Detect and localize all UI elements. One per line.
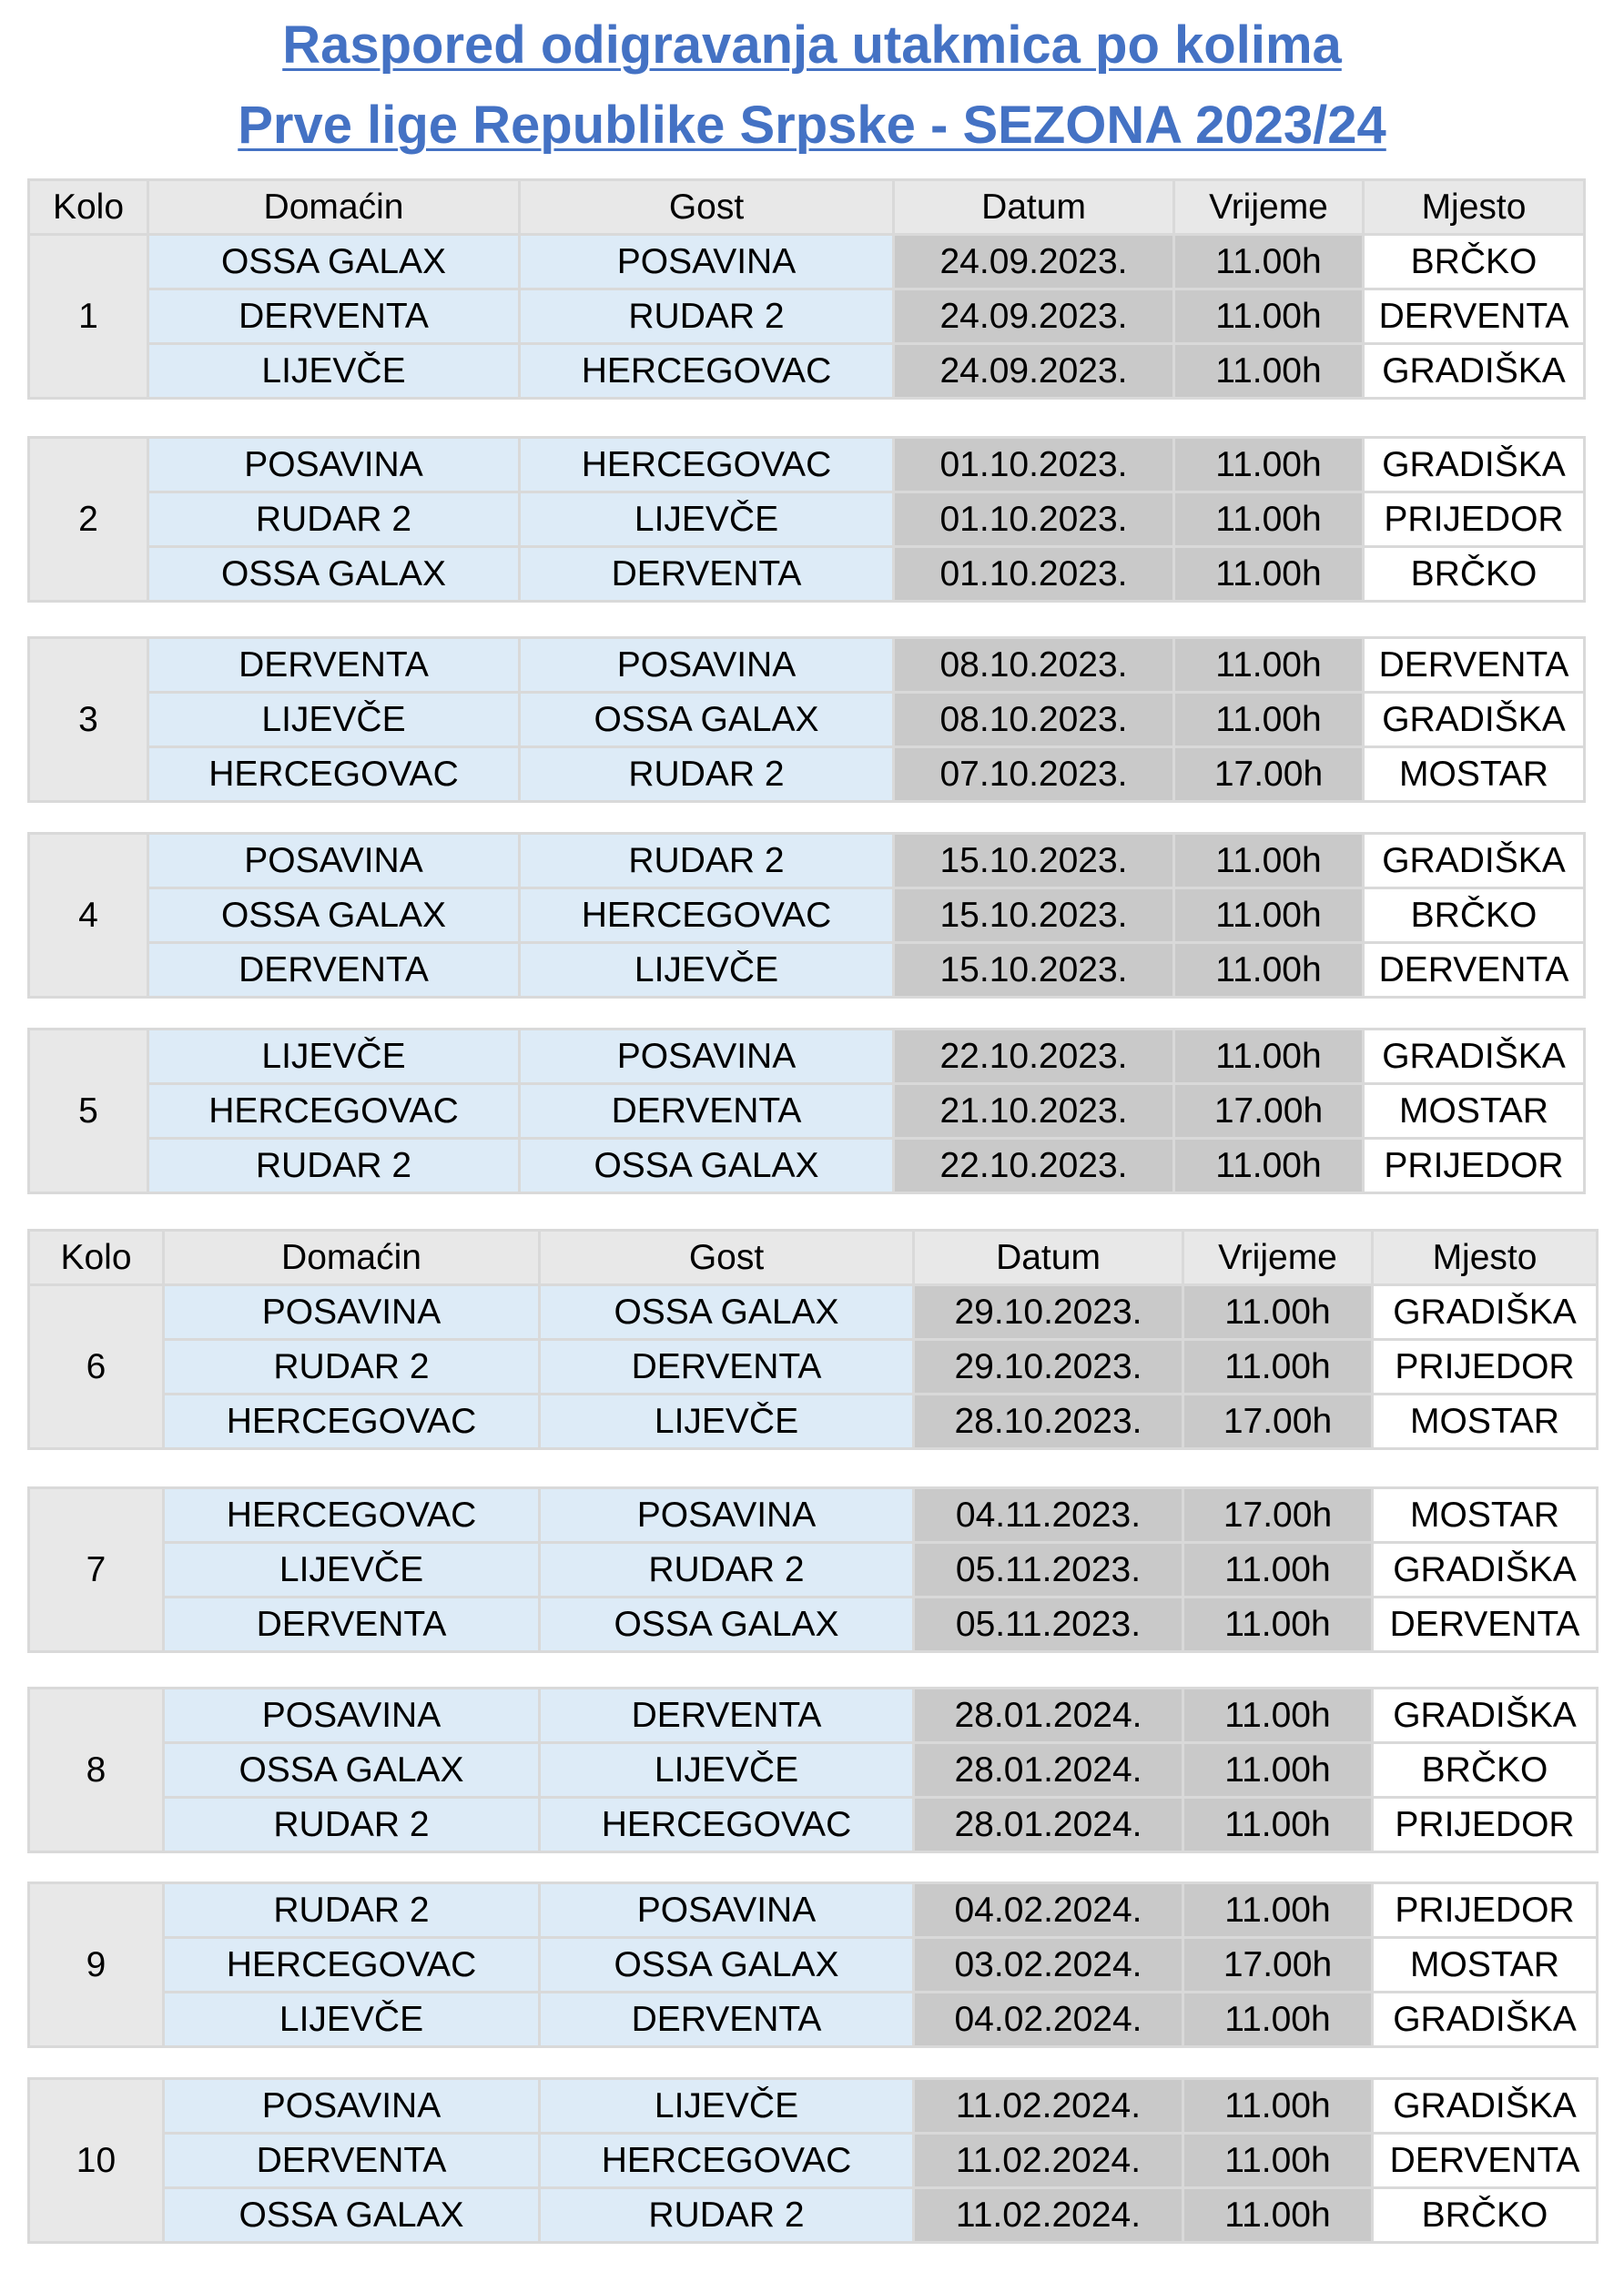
match-row: [30, 1140, 1583, 1192]
home-team: RUDAR 2: [149, 493, 518, 545]
match-venue: BRČKO: [1365, 889, 1583, 941]
match-time: 11.00h: [1175, 345, 1362, 397]
match-date: 11.02.2024.: [915, 2189, 1182, 2241]
match-date: 04.11.2023.: [915, 1489, 1182, 1541]
header-domacin: Domaćin: [165, 1232, 538, 1283]
match-venue: PRIJEDOR: [1374, 1341, 1596, 1393]
home-team: RUDAR 2: [149, 1140, 518, 1192]
match-time: 11.00h: [1175, 944, 1362, 996]
home-team: DERVENTA: [165, 2135, 538, 2186]
match-time: 11.00h: [1184, 2189, 1371, 2241]
match-time: 11.00h: [1184, 2080, 1371, 2132]
round-table-2: [27, 436, 1586, 603]
match-time: 11.00h: [1175, 439, 1362, 491]
match-venue: PRIJEDOR: [1365, 1140, 1583, 1192]
round-table-9: [27, 1882, 1599, 2048]
home-team: LIJEVČE: [165, 1993, 538, 2045]
match-row: [30, 748, 1583, 800]
home-team: HERCEGOVAC: [165, 1939, 538, 1991]
match-time: 17.00h: [1175, 1085, 1362, 1137]
match-venue: MOSTAR: [1365, 748, 1583, 800]
match-row: [30, 1884, 1596, 1936]
home-team: LIJEVČE: [149, 345, 518, 397]
match-venue: DERVENTA: [1365, 290, 1583, 342]
match-date: 04.02.2024.: [915, 1993, 1182, 2045]
match-date: 07.10.2023.: [895, 748, 1172, 800]
match-row: [30, 944, 1583, 996]
match-date: 08.10.2023.: [895, 694, 1172, 746]
match-time: 11.00h: [1184, 1689, 1371, 1741]
match-row: [30, 1489, 1596, 1541]
home-team: DERVENTA: [149, 944, 518, 996]
match-venue: BRČKO: [1374, 1744, 1596, 1796]
round-table-4: [27, 832, 1586, 999]
match-time: 11.00h: [1175, 493, 1362, 545]
home-team: HERCEGOVAC: [149, 748, 518, 800]
away-team: HERCEGOVAC: [541, 1799, 912, 1851]
match-date: 03.02.2024.: [915, 1939, 1182, 1991]
match-time: 11.00h: [1184, 1884, 1371, 1936]
home-team: RUDAR 2: [165, 1884, 538, 1936]
match-row: [30, 2135, 1596, 2186]
header-gost: Gost: [541, 1232, 912, 1283]
round-number: 9: [30, 1884, 162, 2045]
match-venue: GRADIŠKA: [1365, 345, 1583, 397]
home-team: HERCEGOVAC: [165, 1489, 538, 1541]
match-row: [30, 1744, 1596, 1796]
match-date: 05.11.2023.: [915, 1598, 1182, 1650]
match-time: 11.00h: [1175, 1030, 1362, 1082]
home-team: OSSA GALAX: [149, 889, 518, 941]
match-date: 04.02.2024.: [915, 1884, 1182, 1936]
home-team: POSAVINA: [149, 835, 518, 887]
round-table-1: [27, 178, 1586, 400]
match-row: [30, 1085, 1583, 1137]
match-time: 11.00h: [1175, 835, 1362, 887]
home-team: DERVENTA: [149, 639, 518, 691]
match-time: 11.00h: [1184, 1598, 1371, 1650]
match-row: [30, 1993, 1596, 2045]
match-row: [30, 2189, 1596, 2241]
match-date: 24.09.2023.: [895, 236, 1172, 288]
match-time: 17.00h: [1175, 748, 1362, 800]
header-mjesto: Mjesto: [1365, 181, 1583, 233]
away-team: OSSA GALAX: [521, 1140, 892, 1192]
away-team: RUDAR 2: [521, 835, 892, 887]
match-time: 17.00h: [1184, 1489, 1371, 1541]
match-venue: BRČKO: [1365, 548, 1583, 600]
home-team: POSAVINA: [165, 1286, 538, 1338]
match-venue: DERVENTA: [1365, 639, 1583, 691]
header-gost: Gost: [521, 181, 892, 233]
match-time: 11.00h: [1175, 639, 1362, 691]
header-datum: Datum: [915, 1232, 1182, 1283]
match-date: 01.10.2023.: [895, 493, 1172, 545]
home-team: DERVENTA: [165, 1598, 538, 1650]
match-time: 11.00h: [1175, 290, 1362, 342]
home-team: POSAVINA: [149, 439, 518, 491]
home-team: HERCEGOVAC: [165, 1395, 538, 1447]
match-row: [30, 639, 1583, 691]
match-venue: GRADIŠKA: [1365, 835, 1583, 887]
home-team: RUDAR 2: [165, 1341, 538, 1393]
home-team: DERVENTA: [149, 290, 518, 342]
match-venue: DERVENTA: [1374, 1598, 1596, 1650]
header-row: [30, 181, 1583, 233]
header-datum: Datum: [895, 181, 1172, 233]
match-row: [30, 1544, 1596, 1596]
away-team: RUDAR 2: [541, 1544, 912, 1596]
match-date: 08.10.2023.: [895, 639, 1172, 691]
match-time: 17.00h: [1184, 1939, 1371, 1991]
round-number: 6: [30, 1286, 162, 1447]
match-row: [30, 1286, 1596, 1338]
header-vrijeme: Vrijeme: [1184, 1232, 1371, 1283]
away-team: LIJEVČE: [521, 944, 892, 996]
header-kolo: Kolo: [30, 1232, 162, 1283]
match-time: 17.00h: [1184, 1395, 1371, 1447]
round-table-3: [27, 636, 1586, 803]
match-time: 11.00h: [1175, 236, 1362, 288]
away-team: DERVENTA: [541, 1993, 912, 2045]
match-row: [30, 835, 1583, 887]
away-team: LIJEVČE: [541, 2080, 912, 2132]
match-venue: GRADIŠKA: [1365, 694, 1583, 746]
match-venue: BRČKO: [1374, 2189, 1596, 2241]
match-row: [30, 694, 1583, 746]
away-team: POSAVINA: [521, 236, 892, 288]
away-team: HERCEGOVAC: [521, 889, 892, 941]
match-date: 28.01.2024.: [915, 1799, 1182, 1851]
home-team: POSAVINA: [165, 2080, 538, 2132]
match-venue: DERVENTA: [1365, 944, 1583, 996]
match-time: 11.00h: [1184, 1744, 1371, 1796]
home-team: LIJEVČE: [149, 1030, 518, 1082]
away-team: DERVENTA: [521, 1085, 892, 1137]
match-date: 22.10.2023.: [895, 1140, 1172, 1192]
match-time: 11.00h: [1184, 1341, 1371, 1393]
round-number: 7: [30, 1489, 162, 1650]
match-venue: PRIJEDOR: [1374, 1799, 1596, 1851]
match-time: 11.00h: [1175, 548, 1362, 600]
away-team: DERVENTA: [521, 548, 892, 600]
document-title-line-1: Raspored odigravanja utakmica po kolima: [282, 15, 1342, 75]
match-row: [30, 2080, 1596, 2132]
match-venue: GRADIŠKA: [1365, 1030, 1583, 1082]
round-number: 10: [30, 2080, 162, 2241]
round-table-10: [27, 2077, 1599, 2244]
match-date: 11.02.2024.: [915, 2080, 1182, 2132]
match-row: [30, 1939, 1596, 1991]
match-date: 24.09.2023.: [895, 290, 1172, 342]
round-number: 8: [30, 1689, 162, 1851]
away-team: POSAVINA: [541, 1489, 912, 1541]
match-venue: GRADIŠKA: [1374, 1993, 1596, 2045]
home-team: POSAVINA: [165, 1689, 538, 1741]
home-team: LIJEVČE: [165, 1544, 538, 1596]
match-venue: GRADIŠKA: [1374, 2080, 1596, 2132]
round-table-8: [27, 1687, 1599, 1853]
match-row: [30, 1598, 1596, 1650]
away-team: RUDAR 2: [541, 2189, 912, 2241]
round-number: 3: [30, 639, 147, 800]
away-team: LIJEVČE: [541, 1744, 912, 1796]
match-row: [30, 548, 1583, 600]
match-date: 11.02.2024.: [915, 2135, 1182, 2186]
home-team: OSSA GALAX: [149, 236, 518, 288]
match-date: 24.09.2023.: [895, 345, 1172, 397]
match-venue: PRIJEDOR: [1374, 1884, 1596, 1936]
match-venue: GRADIŠKA: [1365, 439, 1583, 491]
match-date: 01.10.2023.: [895, 548, 1172, 600]
home-team: RUDAR 2: [165, 1799, 538, 1851]
match-time: 11.00h: [1184, 1799, 1371, 1851]
away-team: LIJEVČE: [521, 493, 892, 545]
home-team: OSSA GALAX: [149, 548, 518, 600]
match-date: 21.10.2023.: [895, 1085, 1172, 1137]
away-team: LIJEVČE: [541, 1395, 912, 1447]
match-row: [30, 493, 1583, 545]
away-team: RUDAR 2: [521, 290, 892, 342]
away-team: OSSA GALAX: [521, 694, 892, 746]
away-team: HERCEGOVAC: [521, 439, 892, 491]
header-row: [30, 1232, 1596, 1283]
match-time: 11.00h: [1175, 889, 1362, 941]
match-date: 28.01.2024.: [915, 1689, 1182, 1741]
home-team: OSSA GALAX: [165, 2189, 538, 2241]
away-team: RUDAR 2: [521, 748, 892, 800]
away-team: POSAVINA: [521, 1030, 892, 1082]
header-kolo: Kolo: [30, 181, 147, 233]
match-time: 11.00h: [1184, 1993, 1371, 2045]
match-row: [30, 345, 1583, 397]
away-team: OSSA GALAX: [541, 1939, 912, 1991]
match-venue: MOSTAR: [1374, 1489, 1596, 1541]
round-number: 2: [30, 439, 147, 600]
away-team: DERVENTA: [541, 1341, 912, 1393]
match-date: 29.10.2023.: [915, 1286, 1182, 1338]
match-venue: MOSTAR: [1374, 1939, 1596, 1991]
match-time: 11.00h: [1184, 1544, 1371, 1596]
home-team: LIJEVČE: [149, 694, 518, 746]
match-date: 15.10.2023.: [895, 944, 1172, 996]
match-time: 11.00h: [1184, 2135, 1371, 2186]
document-title-line-2: Prve lige Republike Srpske - SEZONA 2023/24: [238, 96, 1386, 155]
match-row: [30, 889, 1583, 941]
match-date: 29.10.2023.: [915, 1341, 1182, 1393]
match-date: 22.10.2023.: [895, 1030, 1172, 1082]
round-number: 4: [30, 835, 147, 996]
match-venue: GRADIŠKA: [1374, 1544, 1596, 1596]
match-row: [30, 439, 1583, 491]
header-mjesto: Mjesto: [1374, 1232, 1596, 1283]
match-venue: MOSTAR: [1374, 1395, 1596, 1447]
match-venue: GRADIŠKA: [1374, 1689, 1596, 1741]
round-table-7: [27, 1486, 1599, 1653]
away-team: POSAVINA: [521, 639, 892, 691]
match-date: 01.10.2023.: [895, 439, 1172, 491]
header-domacin: Domaćin: [149, 181, 518, 233]
round-table-6: [27, 1229, 1599, 1450]
match-time: 11.00h: [1175, 1140, 1362, 1192]
home-team: HERCEGOVAC: [149, 1085, 518, 1137]
away-team: DERVENTA: [541, 1689, 912, 1741]
away-team: HERCEGOVAC: [521, 345, 892, 397]
match-time: 11.00h: [1175, 694, 1362, 746]
match-time: 11.00h: [1184, 1286, 1371, 1338]
round-table-5: [27, 1028, 1586, 1194]
away-team: OSSA GALAX: [541, 1286, 912, 1338]
round-number: 5: [30, 1030, 147, 1192]
away-team: HERCEGOVAC: [541, 2135, 912, 2186]
match-venue: MOSTAR: [1365, 1085, 1583, 1137]
match-row: [30, 1395, 1596, 1447]
away-team: POSAVINA: [541, 1884, 912, 1936]
match-venue: BRČKO: [1365, 236, 1583, 288]
match-row: [30, 1799, 1596, 1851]
match-date: 15.10.2023.: [895, 835, 1172, 887]
round-number: 1: [30, 236, 147, 397]
match-row: [30, 236, 1583, 288]
match-row: [30, 290, 1583, 342]
match-date: 15.10.2023.: [895, 889, 1172, 941]
match-venue: PRIJEDOR: [1365, 493, 1583, 545]
match-date: 28.10.2023.: [915, 1395, 1182, 1447]
match-row: [30, 1689, 1596, 1741]
match-date: 05.11.2023.: [915, 1544, 1182, 1596]
match-row: [30, 1030, 1583, 1082]
away-team: OSSA GALAX: [541, 1598, 912, 1650]
home-team: OSSA GALAX: [165, 1744, 538, 1796]
match-date: 28.01.2024.: [915, 1744, 1182, 1796]
match-venue: GRADIŠKA: [1374, 1286, 1596, 1338]
header-vrijeme: Vrijeme: [1175, 181, 1362, 233]
match-venue: DERVENTA: [1374, 2135, 1596, 2186]
match-row: [30, 1341, 1596, 1393]
